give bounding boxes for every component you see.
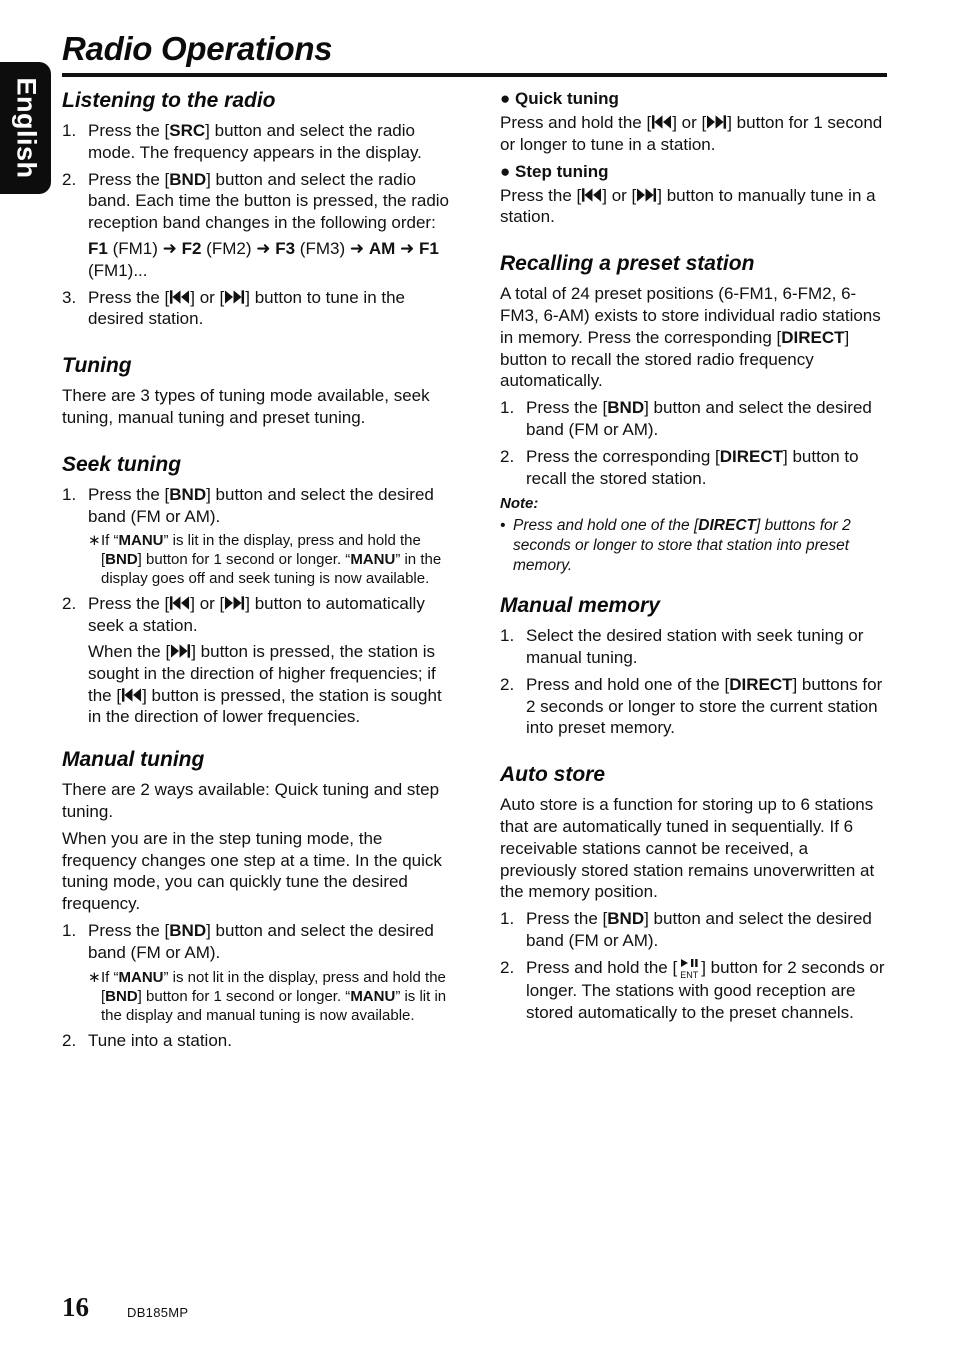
skip-forward-icon [224, 289, 245, 305]
section-quick-tuning [500, 88, 888, 156]
list-item [62, 169, 450, 282]
play-pause-icon [677, 958, 701, 968]
step-list [500, 625, 888, 739]
asterisk-note: ∗ If “MANU” is lit in the display, press and hold the [BND] button for 1 second or longer. “MANU” in the display goes off and seek tuning is now available. [88, 532, 442, 588]
subheading: ● Step tuning [500, 161, 609, 181]
list-item: 1. Press the [BND] button and select the desired band (FM or AM). ∗ If “MANU” is lit in the display, press and hold the [BND] button for 1 second or longer. “MANU” in the display goes off and seek tuning is now available. [62, 484, 450, 589]
step-text: ] button and select the radio band. Each time the button is pressed, the radio reception band changes in the following order: [88, 169, 450, 233]
list-item [62, 120, 450, 164]
step-list [62, 920, 450, 1051]
skip-forward-icon [706, 114, 727, 130]
right-column [500, 88, 888, 1028]
list-item: 1. Press the [BND] button and select the desired band (FM or AM). [500, 909, 872, 950]
skip-back-icon [581, 187, 602, 203]
paragraph: When the [ ] button is pressed, the station is sought in the direction of higher frequencies; if the [ ] button is pressed, the station is sought in the direction of lower frequencies. [88, 641, 442, 727]
asterisk-note: ∗ If “MANU” is not lit in the display, press and hold the [BND] button for 1 second or longer. “MANU” is lit in the display and manual tuning is now available. [88, 968, 447, 1024]
step-list [500, 397, 888, 489]
step-text: ] button and select the radio mode. The frequency appears in the display. [88, 121, 422, 162]
page-number: 16 [62, 1292, 89, 1322]
key-label: BND [169, 169, 207, 189]
step-number: 1. [62, 121, 77, 140]
step-list [62, 484, 450, 728]
step-number: 1. [500, 398, 515, 418]
step-list [62, 120, 450, 330]
step-number: 2. [62, 594, 77, 614]
paragraph: There are 2 ways available: Quick tuning and step tuning. [62, 780, 440, 821]
list-item: 2. Press and hold one of the [DIRECT] buttons for 2 seconds or longer to store the current station into preset memory. [500, 674, 883, 738]
section-heading: Auto store [500, 763, 605, 787]
list-item: 1. Select the desired station with seek tuning or manual tuning. [500, 626, 864, 667]
paragraph: Press and hold the [ ] or [ ] button for 1 second or longer to tune in a station. [500, 113, 883, 154]
paragraph: Press the [ ] or [ ] button to manually tune in a station. [500, 185, 876, 227]
skip-forward-icon [224, 595, 245, 611]
list-item: 1. Press the [BND] button and select the desired band (FM or AM). [500, 398, 872, 439]
section-heading: Seek tuning [62, 452, 182, 476]
arrow-icon: ➜ [400, 238, 415, 258]
paragraph: When you are in the step tuning mode, the frequency changes one step at a time. In the quick tuning mode, you can quickly tune the desired frequency. [62, 828, 442, 914]
list-item: 1. Press the [BND] button and select the desired band (FM or AM). ∗ If “MANU” is not lit in the display, press and hold the [BND] button for 1 second or longer. “MANU” is lit in the display and manual tuning is now available. [62, 920, 450, 1025]
model-number: DB185MP [127, 1305, 189, 1320]
section-manual-memory [500, 593, 888, 739]
arrow-icon: ➜ [349, 238, 365, 258]
key-label: SRC [169, 121, 206, 140]
arrow-icon: ➜ [162, 238, 177, 258]
language-tab-label: English [11, 77, 41, 179]
section-heading: Manual tuning [62, 748, 205, 772]
step-number: 2. [500, 446, 515, 466]
section-recalling [500, 251, 888, 575]
step-number: 1. [500, 909, 515, 929]
step-number: 2. [500, 957, 515, 977]
step-text: Press the [ [88, 121, 170, 140]
step-number: 2. [62, 1030, 77, 1050]
left-column [62, 88, 450, 1056]
note-title: Note: [500, 495, 539, 513]
step-number: 3. [62, 287, 77, 307]
step-text: Press the [ [88, 169, 170, 189]
section-heading: Recalling a preset station [500, 252, 755, 276]
skip-forward-icon [170, 643, 191, 659]
bullet-icon: ● [500, 89, 511, 108]
list-item: 2. Press the [ ] or [ ] button to automatically seek a station. When the [ ] button is pressed, the station is sought in the direction of higher frequencies; if the [ ] button is pressed, the station is sought in the direction of lower frequencies. [62, 593, 450, 728]
step-number: 2. [62, 169, 77, 189]
section-heading: Manual memory [500, 594, 660, 618]
paragraph: There are 3 types of tuning mode available, seek tuning, manual tuning and preset tuning. [62, 386, 430, 427]
subheading: ● Quick tuning [500, 89, 619, 108]
step-list [500, 908, 888, 1023]
section-heading: Listening to the radio [62, 89, 276, 112]
list-item: 2. Tune into a station. [62, 1030, 232, 1050]
list-item: 2. Press and hold the [ ENT ] button for 2 seconds or longer. The stations with good reception are stored automatically to the preset channels. [500, 957, 885, 1022]
paragraph: Auto store is a function for storing up to 6 stations that are automatically tuned in sequentially. If 6 receivable stations cannot be received, a previously stored station remains unoverwritten at the memory position. [500, 795, 875, 902]
section-manual-tuning [62, 747, 450, 1051]
skip-back-icon [651, 114, 672, 130]
skip-forward-icon [636, 187, 657, 203]
list-item: 2. Press the corresponding [DIRECT] button to recall the stored station. [500, 446, 859, 488]
step-number: 1. [62, 920, 77, 940]
page-title: Radio Operations [62, 30, 333, 67]
paragraph: A total of 24 preset positions (6-FM1, 6-FM2, 6-FM3, 6-AM) exists to store individual radio stations in memory. Press the corresponding [DIRECT] button to recall the stored radio frequency automatically. [500, 284, 881, 391]
section-auto-store [500, 762, 888, 1023]
step-number: 1. [500, 626, 515, 646]
arrow-icon: ➜ [256, 238, 271, 258]
section-tuning [62, 353, 450, 429]
skip-back-icon [169, 289, 190, 305]
skip-back-icon [121, 687, 142, 703]
skip-back-icon [169, 595, 190, 611]
band-sequence: F1 (FM1) ➜ F2 (FM2) ➜ F3 (FM3) ➜ AM ➜ F1 (FM1)... [88, 238, 439, 280]
section-step-tuning [500, 161, 888, 229]
section-heading: Tuning [62, 354, 132, 378]
play-pause-enter-icon: ENT [677, 958, 701, 980]
language-tab [0, 62, 51, 194]
step-number: 1. [62, 484, 77, 504]
section-seek-tuning [62, 452, 450, 728]
bullet-icon: ● [500, 161, 511, 181]
list-item: 3. Press the [ ] or [ ] button to tune in the desired station. [62, 287, 406, 329]
step-number: 2. [500, 674, 515, 694]
title-rule [62, 73, 887, 77]
section-listening [62, 88, 450, 330]
note-item: • Press and hold one of the [DIRECT] buttons for 2 seconds or longer to store that station into preset memory. [500, 517, 851, 574]
